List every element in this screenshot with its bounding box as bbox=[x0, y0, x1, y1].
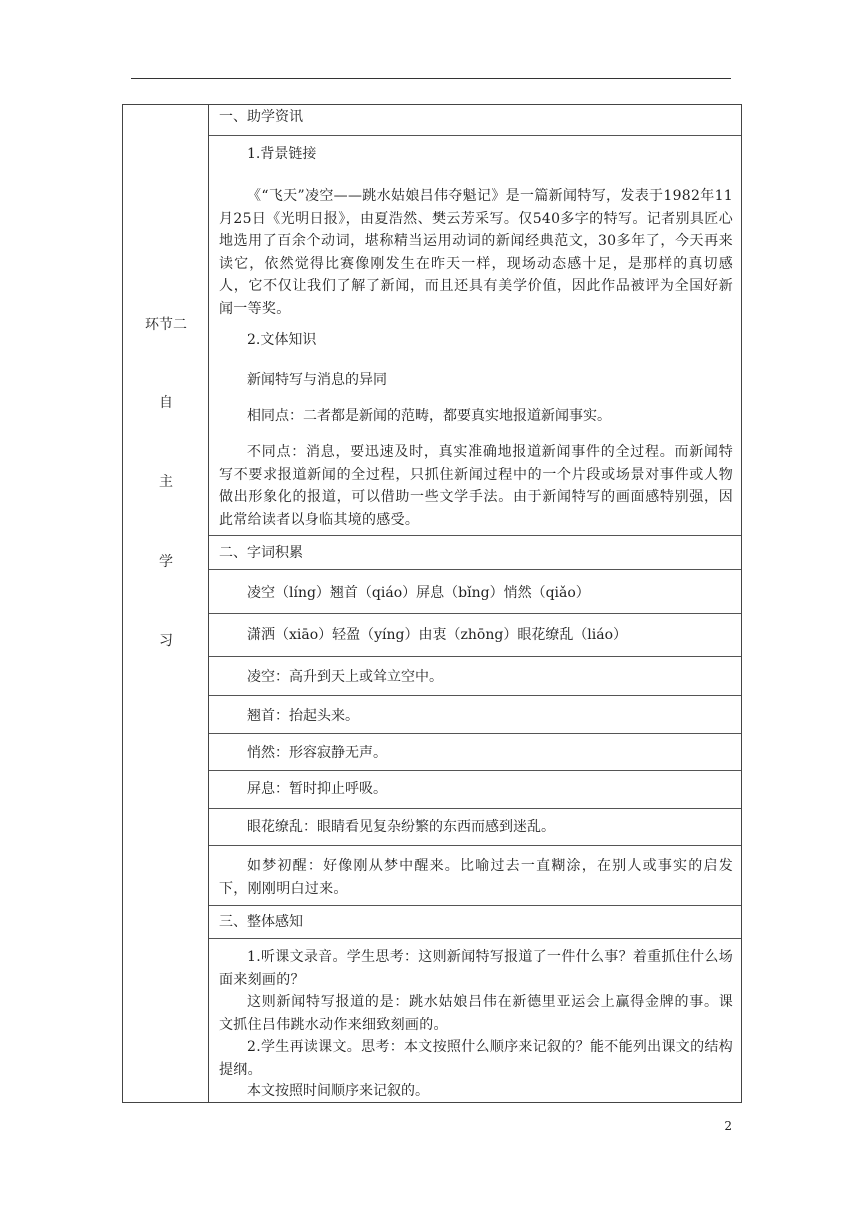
answer-2: 本文按照时间顺序来记叙的。 bbox=[247, 1083, 429, 1099]
difference-paragraph: 不同点：消息，要迅速及时，真实准确地报道新闻事件的全过程。而新闻特写不要求报道新闻的全过程，只抓住新闻过程中的一个片段或场景对事件或人物做出形象化的报道，可以借助一些文学手法。由于新闻特写的画面感特别强，因此常给读者以身临其境的感受。 bbox=[219, 444, 733, 528]
row-divider bbox=[209, 569, 741, 570]
section-label-char-2: 主 bbox=[159, 474, 173, 490]
row-divider bbox=[209, 770, 741, 771]
definition-rumengchuxing: 如梦初醒：好像刚从梦中醒来。比喻过去一直糊涂，在别人或事实的启发下，刚刚明白过来。 bbox=[219, 858, 733, 897]
section-label-char-3: 学 bbox=[159, 554, 173, 570]
row-divider bbox=[209, 808, 741, 809]
subheading-background: 1.背景链接 bbox=[247, 146, 317, 162]
row-divider bbox=[209, 656, 741, 657]
content-cell bbox=[209, 105, 741, 1102]
question-2: 2.学生再读课文。思考：本文按照什么顺序来记叙的？能不能列出课文的结构提纲。 bbox=[219, 1039, 733, 1078]
section-label-char-4: 习 bbox=[159, 633, 173, 649]
answer-1: 这则新闻特写报道的是：跳水姑娘吕伟在新德里亚运会上赢得金牌的事。课文抓住吕伟跳水动作来细致刻画的。 bbox=[219, 994, 733, 1033]
definition-qiaoran: 悄然：形容寂静无声。 bbox=[247, 745, 387, 761]
definition-qiaoshou: 翘首：抬起头来。 bbox=[247, 708, 359, 724]
row-divider bbox=[209, 535, 741, 536]
row-divider bbox=[209, 695, 741, 696]
row-divider bbox=[209, 938, 741, 939]
row-divider bbox=[209, 135, 741, 136]
section-heading-overall: 三、整体感知 bbox=[219, 914, 303, 930]
question-1: 1.听课文录音。学生思考：这则新闻特写报道了一件什么事？着重抓住什么场面来刻画的？ bbox=[219, 949, 733, 988]
row-divider bbox=[209, 733, 741, 734]
section-heading-resources: 一、助学资讯 bbox=[219, 109, 303, 125]
row-divider bbox=[209, 905, 741, 906]
header-rule bbox=[131, 78, 731, 79]
page-number: 2 bbox=[724, 1119, 732, 1133]
paragraph-background: 《“飞天”凌空——跳水姑娘吕伟夺魁记》是一篇新闻特写，发表于1982年11月25日《光明日报》，由夏浩然、樊云芳采写。仅540多字的特写。记者别具匠心地选用了百余个动词，堪称精当运用动词的新闻经典范文，30多年了，今天再来读它，依然觉得比赛像刚发生在昨天一样，现场动态感十足，是那样的真切感人，它不仅让我们了解了新闻，而且还具有美学价值，因此作品被评为全国好新闻一等奖。 bbox=[219, 188, 733, 317]
pinyin-line-1: 凌空（líng）翘首（qiáo）屏息（bǐng）悄然（qiǎo） bbox=[247, 585, 590, 601]
subheading-genre: 2.文体知识 bbox=[247, 332, 317, 348]
similarity-text: 相同点：二者都是新闻的范畴，都要真实地报道新闻事实。 bbox=[247, 408, 611, 424]
definition-yanhualiaoluan: 眼花缭乱：眼睛看见复杂纷繁的东西而感到迷乱。 bbox=[247, 819, 555, 835]
genre-topic: 新闻特写与消息的异同 bbox=[247, 372, 387, 388]
definition-lingkong: 凌空：高升到天上或耸立空中。 bbox=[247, 669, 443, 685]
definition-bingxi: 屏息：暂时抑止呼吸。 bbox=[247, 781, 387, 797]
section-heading-vocabulary: 二、字词积累 bbox=[219, 545, 303, 561]
section-label-stage: 环节二 bbox=[145, 317, 187, 333]
pinyin-line-2: 潇洒（xiāo）轻盈（yíng）由衷（zhōng）眼花缭乱（liáo） bbox=[247, 627, 628, 643]
lesson-table bbox=[122, 104, 742, 1103]
row-divider bbox=[209, 613, 741, 614]
section-label-char-1: 自 bbox=[159, 395, 173, 411]
row-divider bbox=[209, 845, 741, 846]
section-label-cell bbox=[123, 105, 209, 1102]
